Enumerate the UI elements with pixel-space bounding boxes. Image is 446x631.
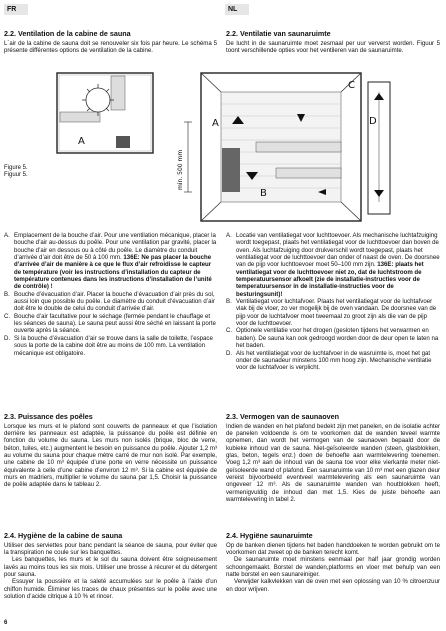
sauna-diagram: [56, 72, 392, 224]
figure-caption-nl: Figuur 5.: [4, 172, 28, 178]
section-paragraph: Les banquettes, les murs et le sol du sauna doivent être soigneusement lavés au moins tous les six mois. Utiliser une brosse à récurer et du détergent pour sauna.: [4, 556, 217, 578]
section-paragraph: Utiliser des serviettes pour banc pendant la séance de sauna, pour éviter que la transpiration ne coule sur les banquettes.: [4, 541, 217, 556]
section-title: 2.4. Hygiëne saunaruimte: [226, 531, 313, 540]
section-hygiene-fr: [4, 532, 217, 600]
list-item: A. Emplacement de la bouche d’air. Pour une ventilation mécanique, placer la bouche d’air au-dessus du poêle. Pour une ventilation par gravité, placer la bouche d’air en dessous ou à côté du poêle. Le diamètre du conduit d’arrivée d’air doit être de 50 à 100 mm. 136E: Ne pas placer la bouche d’arrivée d’air de manière à ce que le flux d’air refroidisse le capteur de température (voir les instructions d’installation du capteur de température contenues dans les instructions d’installation de l’unité de contrôle) !: [4, 232, 217, 291]
list-item: C. Optionele ventilatie voor het drogen (gesloten tijdens het verwarmen en baden). De sauna kan ook gedroogd worden door de deur open te laten na het baden.: [226, 327, 439, 350]
ventilation-figure: [56, 72, 392, 224]
page-number: 6: [4, 620, 8, 626]
section-title: 2.3. Vermogen van de saunaoven: [226, 412, 340, 421]
section-body: De lucht in de saunaruimte moet zesmaal per uur ververst worden. Figuur 5 toont verschillende opties voor het ventileren van de saunaruimte.: [226, 39, 440, 54]
dimension-label: min. 500 mm: [177, 149, 184, 190]
section-paragraph: Essuyer la poussière et la saleté accumulées sur le poêle à l’aide d’un chiffon humide. Éliminer les traces de chaux présentes sur le poêle avec une solution d’acide citrique à 10 % et rincer.: [4, 578, 217, 600]
section-ventilation-nl: [226, 30, 440, 54]
section-title: 2.3. Puissance des poêles: [4, 412, 93, 421]
language-tag-nl: NL: [225, 4, 249, 15]
list-item: B. Bouche d’évacuation d’air. Placer la bouche d’évacuation d’air près du sol, aussi loin que possible du poêle. Le diamètre du conduit d’évacuation d’air doit être le double de celui du conduit d’arrivée d’air.: [4, 290, 215, 313]
section-body: Indien de wanden en het plafond bedekt zijn met panelen, en de isolatie achter de panelen voldoende is om te voorkomen dat de wanden teveel warmte opnemen, dan wordt het vermogen van de saunaoven bepaald door de kubieke inhoud van de sauna. Niet-geïsoleerde wanden (steen, glasblokken, glas, beton, tegels enz.) doen de behoefte aan warmtelevering toenemen. Voeg 1,2 m³ aan de inhoud van de sauna toe voor elke vierkante meter niet-geïsoleerde wand of plafond. Een saunaruimte van 10 m³ met een glazen deur vereist bijvoorbeeld eventveel warmtelevering als een saunaruimte van ongeveer 12 m³. Als de saunaruimte wanden van houtblokken heeft, vermenigvuldig de inhoud dan met 1,5. Kies de juiste behoefte aan warmtelevering in tabel 2.: [226, 422, 440, 503]
figure-label-d: D: [369, 116, 377, 127]
ventilation-items-nl: [226, 232, 440, 372]
ventilation-items-fr: [4, 232, 217, 357]
section-body: L´air de la cabine de sauna doit se renouveler six fois par heure. Le schéma 5 présente différentes options de ventilation de la cabine.: [4, 39, 217, 54]
figure-label-c: C: [348, 80, 355, 91]
section-hygiene-nl: [226, 532, 440, 593]
figure-caption: [4, 165, 28, 179]
section-ventilation-fr: [4, 30, 217, 54]
list-item: C. Bouche d’air facultative pour le séchage (fermée pendant le chauffage et les séances de sauna). Le sauna peut aussi être séché en laissant la porte ouverte après la séance.: [4, 312, 216, 335]
language-tag-fr: FR: [4, 4, 28, 15]
section-paragraph: De saunaruimte moet minstens eenmaal per half jaar grondig worden schoongemaakt. Borstel de wanden,platforms en vloer met behulp van een natte borstel en een saunareiniger.: [226, 556, 440, 578]
figure-label-b: B: [260, 188, 267, 199]
list-item: D. Als het ventilatiegat voor de luchtafvoer in de wasruimte is, moet het gat onder de saunadeur minstens 100 mm hoog zijn. Mechanische ventilatie voor de luchtafvoer is verplicht.: [226, 349, 432, 372]
figure-caption-fr: Figure 5.: [4, 165, 28, 171]
list-item: B. Ventilatiegat voor luchtafvoer. Plaats het ventilatiegat voor de luchtafvoer vlak bij de vloer, zo ver mogelijk bij de oven vandaan. De doorsnee van de pijp voor de luchtafvoer moet tweemaal zo groot zijn als die van de pijp voor de luchttoevoer.: [226, 298, 437, 328]
section-body: Lorsque les murs et le plafond sont couverts de panneaux et que l’isolation derrière les panneaux est adaptée, la puissance du poêle est définie en fonction du volume du sauna. Les murs non isolés (brique, bloc de verre, béton, tuiles, etc.) augmentent le besoin en puissance du poêle. Ajouter 1,2 m³ au volume du sauna pour chaque mètre carré de mur non isolé. Par exemple, une cabine de 10 m³ équipée d’une porte en verre nécessite un puissance équivalente à celle d’une cabine d’environ 12 m³. Si la cabine est équipée de murs en madriers, multiplier le volume du sauna par 1,5. Choisir la puissance de poêle adaptée dans le tableau 2.: [4, 422, 217, 489]
list-item: A. Locatie van ventilatiegat voor luchttoevoer. Als mechanische luchtafzuiging wordt toegepast, plaats het ventilatiegat voor de luchttoevoer dan boven de oven. Als luchtafzuiging door drukverschil wordt toegepast, plaats het ventilatiegat voor de luchttoevoer dan onder of naast de oven. De doorsnee van de pijp voor luchttoevoer moet 50–100 mm zijn. 136E: plaats het ventilatiegat voor de luchttoevoer niet zo, dat de luchtstroom de temperatuursensor afkoelt (zie de installatie-instructies voor de temperatuursensor in de installatie-instructies voor de besturingsunit)!: [226, 232, 440, 298]
figure-label-a: A: [78, 136, 85, 147]
section-title: 2.2. Ventilation de la cabine de sauna: [4, 29, 131, 38]
section-title: 2.2. Ventilatie van saunaruimte: [226, 29, 331, 38]
section-heater-power-fr: [4, 413, 217, 489]
section-paragraph: Op de banken dienen tijdens het baden handdoeken te worden gebruikt om te voorkomen dat zweet op de banken terecht komt.: [226, 541, 440, 556]
list-item: D. Si la bouche d’évacuation d’air se trouve dans la salle de toilette, l’espace sous la porte de la cabine doit être au moins de 100 mm. La ventilation mécanique est obligatoire.: [4, 334, 213, 357]
section-heater-power-nl: [226, 413, 440, 503]
section-title: 2.4. Hygiène de la cabine de sauna: [4, 531, 123, 540]
section-paragraph: Verwijder kalkvlekken van de oven met een oplossing van 10 % citroenzuur en door wrijven.: [226, 578, 440, 593]
figure-label-a-elevation: A: [212, 118, 219, 129]
